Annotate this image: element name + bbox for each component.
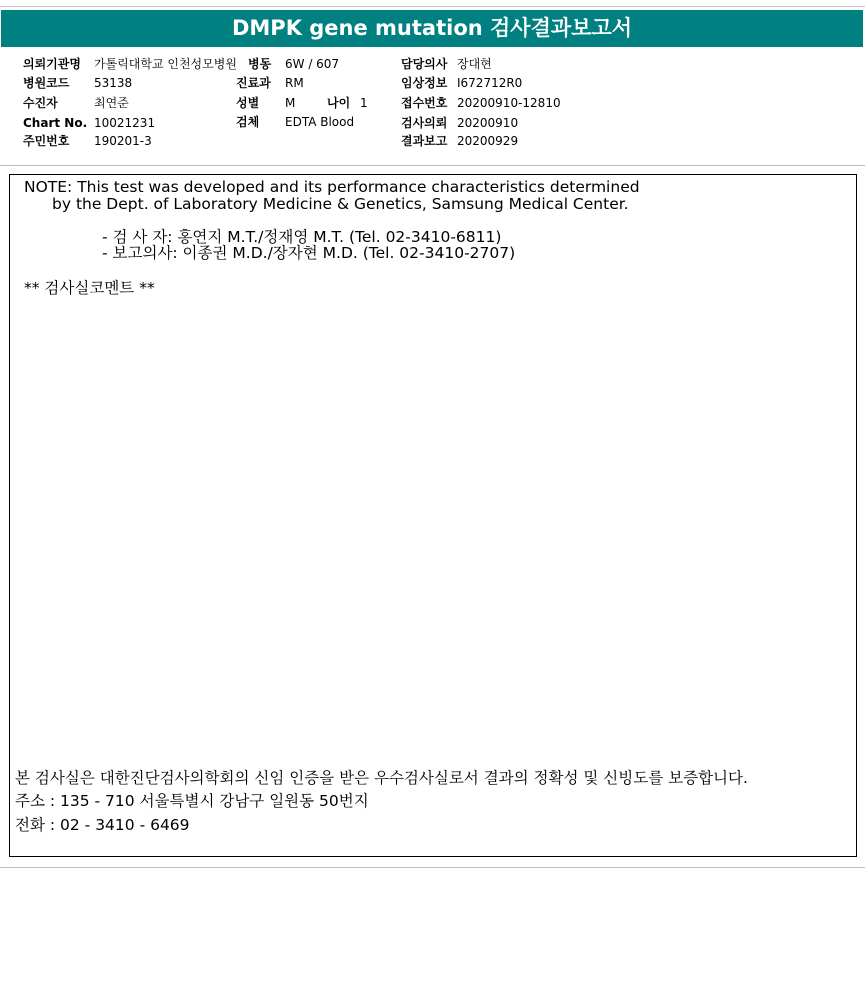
- info-divider: [0, 165, 865, 166]
- sex-value: M: [285, 96, 296, 110]
- certification-text: 본 검사실은 대한진단검사의학회의 신임 인증을 받은 우수검사실로서 결과의 정확성 및 신빙도를 보증합니다.: [15, 769, 748, 787]
- resident-no-value: 190201-3: [94, 134, 152, 148]
- age-label: 나이: [327, 96, 351, 110]
- request-date-label: 검사의뢰: [401, 116, 448, 130]
- age-value: 1: [360, 96, 368, 110]
- department-label: 진료과: [236, 76, 271, 90]
- receipt-no-value: 20200910-12810: [457, 96, 561, 110]
- ward-label: 병동: [248, 57, 272, 71]
- institution-label: 의뢰기관명: [23, 57, 81, 71]
- note-line-2: by the Dept. of Laboratory Medicine & Genetics, Samsung Medical Center.: [52, 195, 629, 213]
- report-date-value: 20200929: [457, 134, 519, 148]
- result-box: [9, 174, 857, 857]
- request-date-value: 20200910: [457, 116, 519, 130]
- specimen-value: EDTA Blood: [285, 115, 355, 129]
- reporter-line: - 보고의사: 이종권 M.D./장자현 M.D. (Tel. 02-3410-2707): [102, 244, 516, 262]
- hospital-code-value: 53138: [94, 76, 133, 90]
- resident-no-label: 주민번호: [23, 134, 70, 148]
- physician-value: 장대현: [457, 57, 492, 71]
- specimen-label: 검체: [236, 115, 260, 129]
- bottom-divider: [0, 867, 865, 868]
- note-line-1: NOTE: This test was developed and its performance characteristics determined: [24, 178, 640, 196]
- lab-comment-header: ** 검사실코멘트 **: [24, 279, 155, 297]
- department-value: RM: [285, 76, 304, 90]
- lab-address: 주소 : 135 - 710 서울특별시 강남구 일원동 50번지: [15, 792, 369, 810]
- physician-label: 담당의사: [401, 57, 448, 71]
- sex-label: 성별: [236, 96, 260, 110]
- receipt-no-label: 접수번호: [401, 96, 448, 110]
- clinical-info-label: 임상정보: [401, 76, 448, 90]
- clinical-info-value: I672712R0: [457, 76, 523, 90]
- report-date-label: 결과보고: [401, 134, 448, 148]
- top-divider: [0, 6, 865, 7]
- institution-value: 가톨릭대학교 인천성모병원: [94, 57, 237, 71]
- patient-name-value: 최연준: [94, 96, 129, 110]
- chart-no-value: 10021231: [94, 116, 156, 130]
- chart-no-label: Chart No.: [23, 116, 88, 130]
- patient-name-label: 수진자: [23, 96, 58, 110]
- lab-phone: 전화 : 02 - 3410 - 6469: [15, 816, 190, 834]
- tester-line: - 검 사 자: 홍연지 M.T./정재영 M.T. (Tel. 02-3410-6811): [102, 228, 502, 246]
- report-title: DMPK gene mutation 검사결과보고서: [1, 10, 863, 47]
- ward-value: 6W / 607: [285, 57, 340, 71]
- hospital-code-label: 병원코드: [23, 76, 70, 90]
